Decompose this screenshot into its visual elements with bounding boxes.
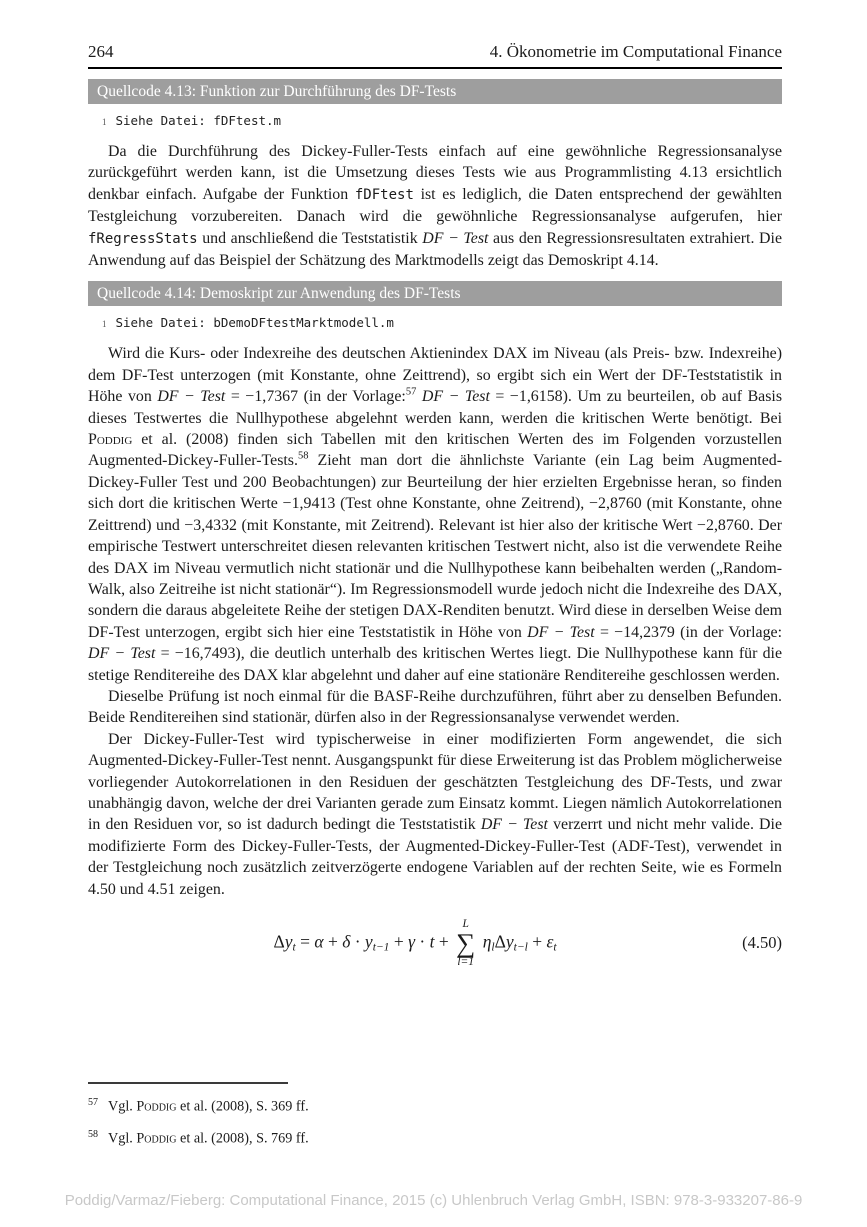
code-text: Siehe Datei: fDFtest.m [115,113,282,128]
code-line-number: 1 [102,117,107,127]
footnote-text: Vgl. Poddig et al. (2008), S. 369 ff. [108,1098,309,1115]
listing-code-4-14 [88,315,782,330]
paragraph: Da die Durchführung des Dickey-Fuller-Tests einfach auf eine gewöhnliche Regressionsanalyse zurückgeführt werden kann, ist die Umsetzung dieses Tests wie aus Programmlisting 4.13 ersichtlich denkbar einfach. Aufgabe der Funktion fDFtest ist es lediglich, die Daten entsprechend der gewählten Testgleichung vorzubereiten. Danach wird die gewöhnliche Regressionsanalyse aufgerufen, hier fRegressStats und anschließend die Teststatistik DF − Test aus den Regressionsresultaten extrahiert. Die Anwendung auf das Beispiel der Schätzung des Marktmodells zeigt das Demoskript 4.14. [88,143,783,270]
listing-caption-4-13: Quellcode 4.13: Funktion zur Durchführung des DF-Tests [88,79,782,104]
body-text-block-1 [88,141,782,271]
paragraph: Dieselbe Prüfung ist noch einmal für die BASF-Reihe durchzuführen, führt aber zu denselben Befunden. Beide Renditereihen sind stationär, dürfen also in der Regressionsanalyse verwendet werden. [88,687,782,727]
listing-caption-4-14: Quellcode 4.14: Demoskript zur Anwendung des DF-Tests [88,281,782,306]
footnote-marker: 57 [88,1097,98,1108]
equation-body: Δyt = α + δ · yt−1 + γ · t + L ∑ l=1 ηlΔyt−l + εt [273,918,557,969]
footnote-text: Vgl. Poddig et al. (2008), S. 769 ff. [108,1130,309,1147]
page-footer: Poddig/Varmaz/Fieberg: Computational Finance, 2015 (c) Uhlenbruch Verlag GmbH, ISBN: 978-3-933207-86-9 [64,1192,803,1209]
code-line-number: 1 [102,319,107,330]
code-text: Siehe Datei: bDemoDFtestMarktmodell.m [115,315,394,331]
running-title: 4. Ökonometrie im Computational Finance [489,42,782,61]
footnote-rule [88,1082,288,1084]
page-content [88,0,782,969]
sum-symbol: L ∑ l=1 [456,918,476,969]
page-header [88,0,782,69]
footnote-57 [88,1094,782,1116]
listing-code-4-13 [88,113,782,128]
footnote-marker: 58 [88,1128,98,1140]
footnote-58 [88,1126,782,1148]
paragraph: Wird die Kurs- oder Indexreihe des deutschen Aktienindex DAX im Niveau (als Preis- bzw. Indexreihe) dem DF-Test unterzogen (mit Konstante, ohne Zeittrend), so ergibt sich ein Wert der DF-Teststatistik in Höhe von DF − Test = −1,7367 (in der Vorlage:$^{57}$ DF − Test = −1,6158). Um zu beurteilen, ob auf Basis dieses Testwertes die Nullhypothese abgelehnt werden kann, werden die kritischen Werte benötigt. Bei Poddig et al. (2008) finden sich Tabellen mit den kritischen Werten des im Folgenden vorzustellen Augmented-Dickey-Fuller-Tests.$^{58}$ Zieht man dort die ähnlichste Variante (ein Lag beim Augmented-Dickey-Fuller Test und 200 Beobachtungen) zur Beurteilung der hier erzielten Ergebnisse heran, so finden sich dort die kritischen Werte −1,9413 (Test ohne Konstante, ohne Zeitrend), −2,8760 (mit Konstante, ohne Zeittrend) und −3,4332 (mit Konstante, mit Zeitrend). Relevant ist hier also der kritische Wert −2,8760. Der empirische Testwert unterschreitet diesen relevanten kritischen Testwert nicht, also ist die verwendete Reihe des DAX im Niveau vermutlich nicht stationär und die Nullhypothese kann beibehalten werden („Random-Walk, also Zeitreihe ist nicht stationär“). Im Regressionsmodell wurde jedoch nicht die Indexreihe des DAX, sondern die daraus abgeleitete Reihe der stetigen DAX-Renditen benutzt. Wird diese in derselben Weise dem DF-Test unterzogen, ergibt sich hier eine Teststatistik in Höhe von DF − Test = −14,2379 (in der Vorlage: DF − Test = −16,7493), die deutlich unterhalb des kritischen Wertes liegt. Die Nullhypothese kann für die stetige Renditereihe des DAX klar abgelehnt und daher auf eine stationäre Renditereihe geschlossen werden. [88,345,783,684]
equation-number: (4.50) [742,933,782,953]
footnotes [88,1082,782,1147]
body-text-block-2 [88,343,782,900]
page-number: 264 [88,42,114,61]
equation-4-50 [88,918,782,969]
paragraph: Der Dickey-Fuller-Test wird typischerweise in einer modifizierten Form angewendet, die sich Augmented-Dickey-Fuller-Test nennt. Ausgangspunkt für diese Erweiterung ist das Problem möglicherweise vorliegender Autokorrelationen in den Residuen der geschätzten Testgleichung des DF-Tests, und zwar unabhängig davon, welche der drei Varianten gerade zum Einsatz kommt. Liegen nämlich Autokorrelationen in den Residuen vor, so ist dadurch bedingt die Teststatistik DF − Test verzerrt und nicht mehr valide. Die modifizierte Form des Dickey-Fuller-Tests, der Augmented-Dickey-Fuller-Test (ADF-Test), verwendet in der Testgleichung noch zusätzlich zeitverzögerte endogene Variablen auf der rechten Seite, wie es Formeln 4.50 und 4.51 zeigen. [88,730,782,898]
